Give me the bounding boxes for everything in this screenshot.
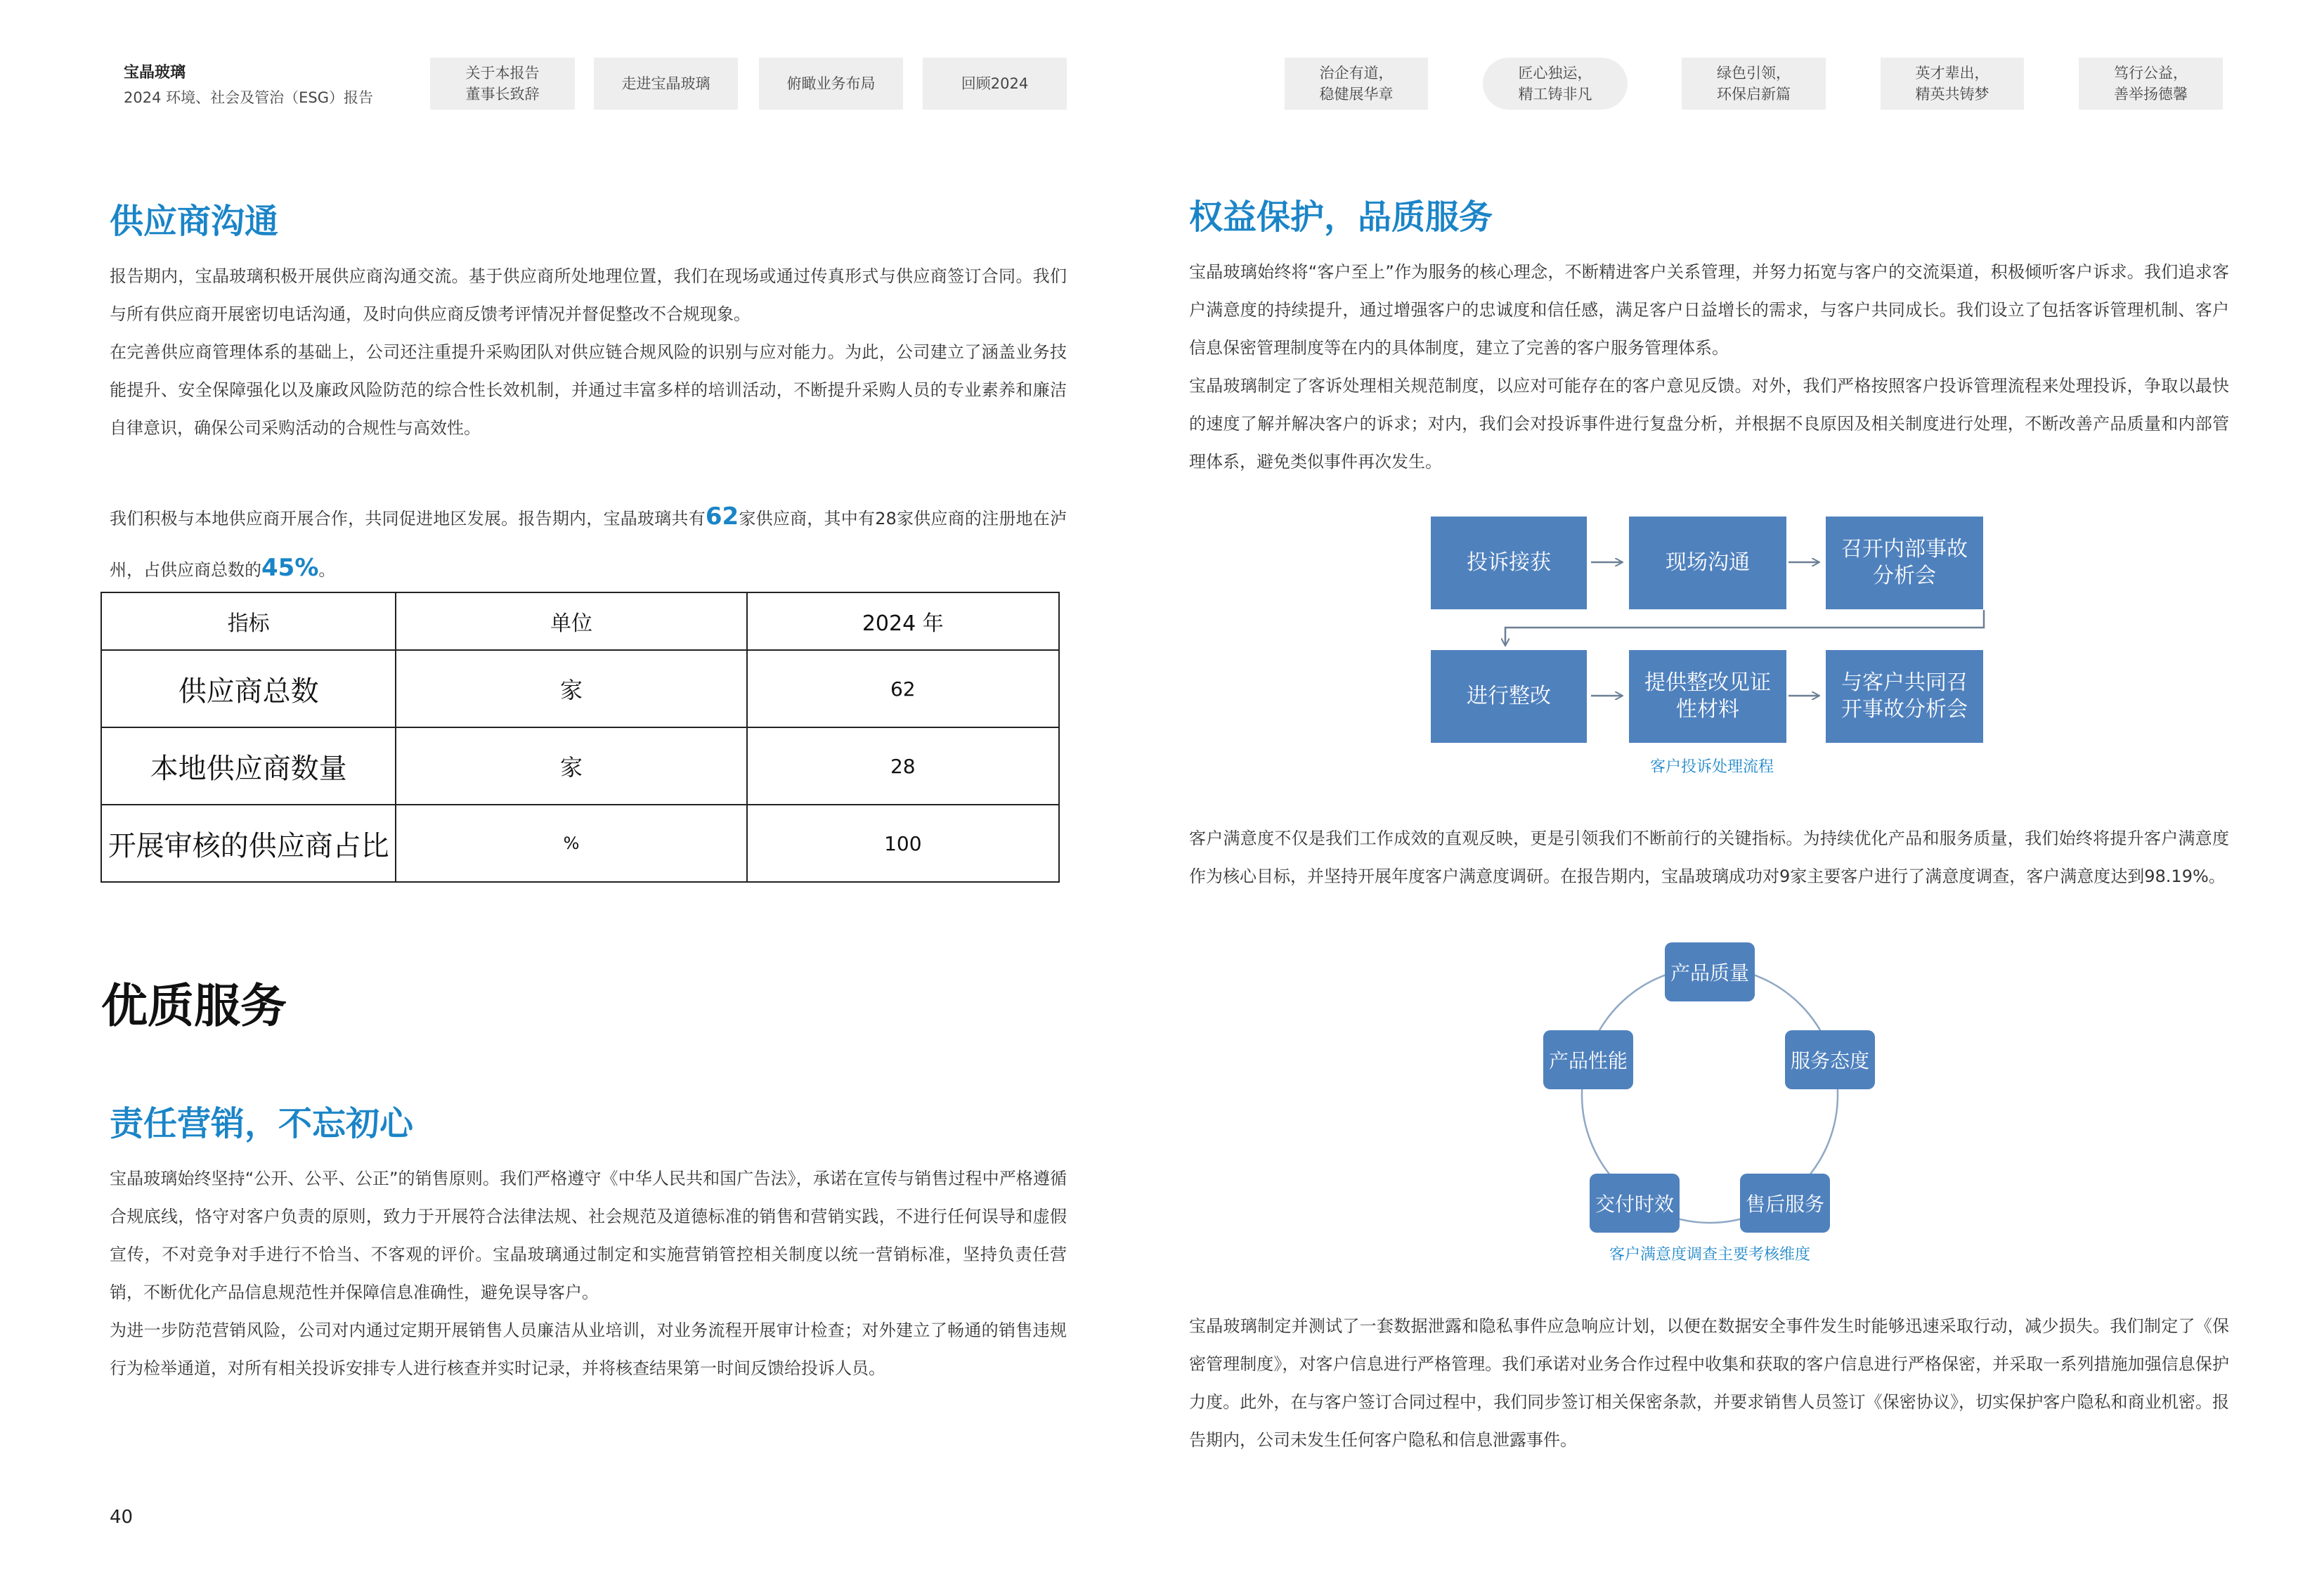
table-cell: %: [396, 805, 746, 882]
flow-step-onsite-communication: 现场沟通: [1629, 517, 1786, 609]
paragraph: 宝晶玻璃制定了客诉处理相关规范制度，以应对可能存在的客户意见反馈。对外，我们严格按照客户投诉管理流程来处理投诉，争取以最快的速度了解并解决客户的诉求；对内，我们会对投诉事件进行复盘分析，并根据不良原因及相关制度进行处理，不断改善产品质量和内部管理体系，避免类似事件再次发生。: [1189, 376, 2229, 472]
cycle-caption: 客户满意度调查主要考核维度: [1609, 1246, 1810, 1264]
paragraph: 宝晶玻璃始终将“客户至上”作为服务的核心理念，不断精进客户关系管理，并努力拓宽与客户的交流渠道，积极倾听客户诉求。我们追求客户满意度的持续提升，通过增强客户的忠诚度和信任感，满足客户日益增长的需求，与客户共同成长。我们设立了包括客诉管理机制、客户信息保密管理制度等在内的具体制度，建立了完善的客户服务管理体系。: [1189, 262, 2229, 358]
nav-tab-line: 回顾2024: [961, 75, 1029, 92]
paragraph: 宝晶玻璃始终坚持“公开、公平、公正”的销售原则。我们严格遵守《中华人民共和国广告法》，承诺在宣传与销售过程中严格遵循合规底线，恪守对客户负责的原则，致力于开展符合法律法规、社会规范及道德标准的销售和营销实践，不进行任何误导和虚假宣传，不对竞争对手进行不恰当、不客观的评价。宝晶玻璃通过制定和实施营销管控相关制度以统一营销标准，坚持负责任营销，不断优化产品信息规范性并保障信息准确性，避免误导客户。: [110, 1169, 1067, 1302]
nav-tab-line: 走进宝晶玻璃: [621, 75, 710, 92]
text-segment: 。: [318, 560, 336, 580]
flow-step-internal-analysis: 召开内部事故分析会: [1826, 517, 1983, 609]
text-segment: 家供应商，其中有28家供应商的注册地在泸州，占供应商总数的: [110, 509, 1067, 580]
table-cell: 供应商总数: [101, 650, 396, 727]
nav-tab-line: 英才辈出，: [1915, 65, 1989, 82]
paragraph: 在完善供应商管理体系的基础上，公司还注重提升采购团队对供应链合规风险的识别与应对能力。为此，公司建立了涵盖业务技能提升、安全保障强化以及廉政风险防范的综合性长效机制，并通过丰富多样的培训活动，不断提升采购人员的专业素养和廉洁自律意识，确保公司采购活动的合规性与高效性。: [110, 342, 1067, 438]
nav-tab-line: 绿色引领，: [1717, 65, 1791, 82]
paragraph: 客户满意度不仅是我们工作成效的直观反映，更是引领我们不断前行的关键指标。为持续优化产品和服务质量，我们始终将提升客户满意度作为核心目标，并坚持开展年度客户满意度调研。在报告期内，宝晶玻璃成功对9家主要客户进行了满意度调查，客户满意度达到98.19%。: [1189, 829, 2229, 886]
nav-tab-line: 匠心独运，: [1518, 65, 1592, 82]
paragraph: 为进一步防范营销风险，公司对内通过定期开展销售人员廉洁从业培训，对业务流程开展审计检查；对外建立了畅通的销售违规行为检举通道，对所有相关投诉安排专人进行核查并实时记录，并将核查结果第一时间反馈给投诉人员。: [110, 1320, 1067, 1378]
nav-tab-line: 环保启新篇: [1717, 86, 1791, 103]
privacy-text: [1189, 1307, 2229, 1459]
table-header: 指标: [101, 592, 396, 650]
cycle-item-product-quality: 产品质量: [1665, 942, 1755, 1001]
table-header: 单位: [396, 592, 746, 650]
nav-tab-line: 精英共铸梦: [1915, 86, 1989, 103]
heading-responsible-marketing: 责任营销，不忘初心: [110, 1104, 414, 1143]
table-cell: 开展审核的供应商占比: [101, 805, 396, 882]
table-header: 2024 年: [747, 592, 1059, 650]
nav-tab-line: 董事长致辞: [465, 86, 540, 103]
paragraph: 宝晶玻璃制定并测试了一套数据泄露和隐私事件应急响应计划，以便在数据安全事件发生时能够迅速采取行动，减少损失。我们制定了《保密管理制度》，对客户信息进行严格管理。我们承诺对业务合作过程中收集和获取的客户信息进行严格保密，并采取一系列措施加强信息保护力度。此外，在与客户签订合同过程中，我们同步签订相关保密条款，并要求销售人员签订《保密协议》，切实保护客户隐私和商业机密。报告期内，公司未发生任何客户隐私和信息泄露事件。: [1189, 1316, 2229, 1450]
nav-tab-line: 笃行公益，: [2114, 65, 2188, 82]
nav-tab-line: 关于本报告: [465, 65, 540, 82]
report-title: 2024 环境、社会及管治（ESG）报告: [124, 89, 373, 106]
nav-tab-line: 精工铸非凡: [1518, 86, 1592, 103]
table-cell: 62: [747, 650, 1059, 727]
nav-tab-line: 俯瞰业务布局: [786, 75, 876, 92]
flowchart-caption: 客户投诉处理流程: [1649, 758, 1774, 776]
highlight-supplier-count: 62: [705, 502, 739, 531]
flow-step-complaint-received: 投诉接获: [1431, 517, 1587, 609]
heading-supplier-communication: 供应商沟通: [110, 202, 279, 241]
table-cell: 家: [396, 727, 746, 805]
flow-step-rectification: 进行整改: [1431, 650, 1587, 743]
nav-tab-line: 稳健展华章: [1319, 86, 1394, 103]
brand-name: 宝晶玻璃: [124, 64, 186, 82]
nav-tab-line: 治企有道，: [1319, 65, 1394, 82]
page-number: 40: [110, 1507, 134, 1528]
highlight-local-percent: 45%: [261, 554, 319, 582]
table-cell: 家: [396, 650, 746, 727]
flow-step-joint-analysis: 与客户共同召开事故分析会: [1826, 650, 1983, 743]
cycle-item-delivery: 交付时效: [1590, 1174, 1680, 1233]
cycle-item-service-attitude: 服务态度: [1785, 1030, 1875, 1089]
table-cell: 100: [747, 805, 1059, 882]
flow-step-evidence: 提供整改见证性材料: [1629, 650, 1786, 743]
paragraph: 报告期内，宝晶玻璃积极开展供应商沟通交流。基于供应商所处地理位置，我们在现场或通过传真形式与供应商签订合同。我们与所有供应商开展密切电话沟通，及时向供应商反馈考评情况并督促整改不合规现象。: [110, 266, 1067, 324]
nav-tab-line: 善举扬德馨: [2114, 86, 2188, 103]
cycle-item-product-performance: 产品性能: [1543, 1030, 1633, 1089]
heading-quality-service: 优质服务: [101, 979, 287, 1033]
table-cell: 28: [747, 727, 1059, 805]
text-segment: 我们积极与本地供应商开展合作，共同促进地区发展。报告期内，宝晶玻璃共有: [110, 509, 706, 528]
heading-rights-protection: 权益保护，品质服务: [1189, 197, 1493, 237]
cycle-item-after-sales: 售后服务: [1740, 1174, 1830, 1233]
table-cell: 本地供应商数量: [101, 727, 396, 805]
